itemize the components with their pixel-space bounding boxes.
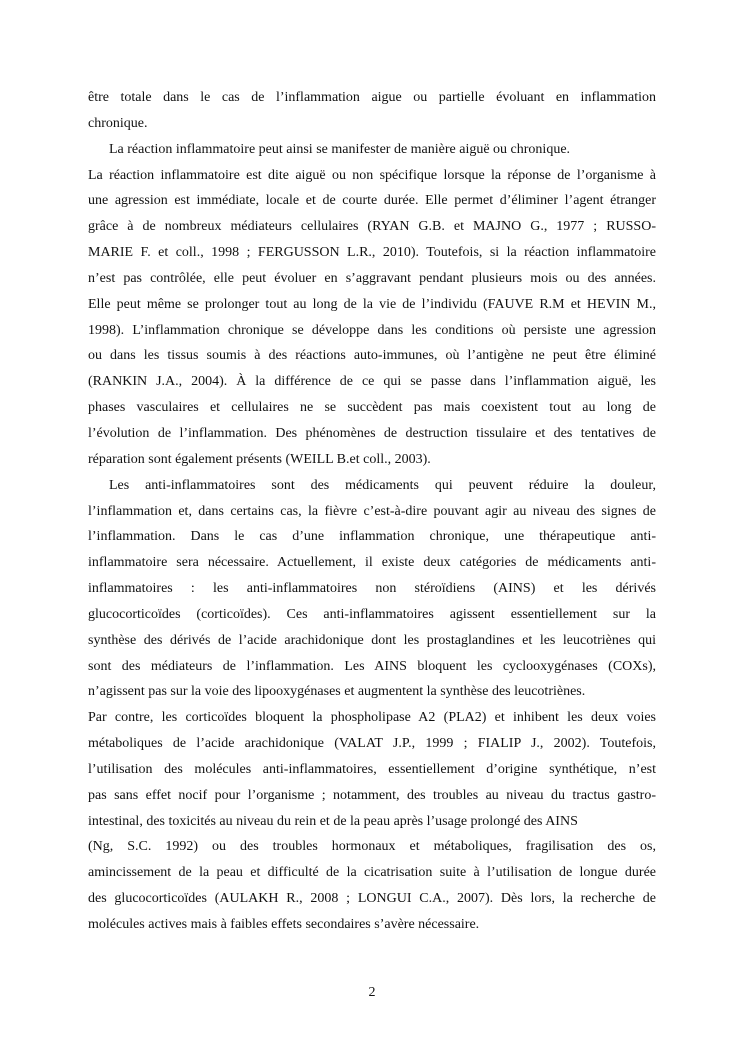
text-line: (Ng, S.C. 1992) ou des troubles hormonaux et métaboliques, fragilisation des os, bbox=[88, 839, 656, 855]
text-line: Elle peut même se prolonger tout au long de la vie de l’individu (FAUVE R.M et HEVIN M., bbox=[88, 296, 656, 312]
text-line: (RANKIN J.A., 2004). À la différence de ce qui se passe dans l’inflammation aiguë, les bbox=[88, 374, 656, 390]
text-line: des glucocorticoïdes (AULAKH R., 2008 ; LONGUI C.A., 2007). Dès lors, la recherche de bbox=[88, 891, 656, 907]
document-body bbox=[88, 85, 656, 938]
text-line: une agression est immédiate, locale et de courte durée. Elle permet d’éliminer l’agent étranger bbox=[88, 193, 656, 209]
text-line: n’est pas contrôlée, elle peut évoluer en s’aggravant pendant plusieurs mois ou des années. bbox=[88, 270, 656, 286]
text-line: phases vasculaires et cellulaires ne se succèdent pas mais coexistent tout au long de bbox=[88, 400, 656, 416]
text-line: inflammatoire sera nécessaire. Actuellement, il existe deux catégories de médicaments anti- bbox=[88, 555, 656, 571]
text-line: l’inflammation et, dans certains cas, la fièvre c’est-à-dire pouvant agir au niveau des signes de bbox=[88, 503, 656, 519]
text-line: l’inflammation. Dans le cas d’une inflammation chronique, une thérapeutique anti- bbox=[88, 529, 656, 545]
text-line: grâce à de nombreux médiateurs cellulaires (RYAN G.B. et MAJNO G., 1977 ; RUSSO- bbox=[88, 219, 656, 235]
text-line: réparation sont également présents (WEILL B.et coll., 2003). bbox=[88, 451, 431, 467]
text-line: être totale dans le cas de l’inflammation aigue ou partielle évoluant en inflammation bbox=[88, 90, 656, 105]
text-line: La réaction inflammatoire est dite aiguë ou non spécifique lorsque la réponse de l’organisme à bbox=[88, 167, 656, 183]
text-line: intestinal, des toxicités au niveau du rein et de la peau après l’usage prolongé des AINS bbox=[88, 813, 578, 829]
text-line: sont des médiateurs de l’inflammation. Les AINS bloquent les cyclooxygénases (COXs), bbox=[88, 658, 656, 674]
text-line: Les anti-inflammatoires sont des médicaments qui peuvent réduire la douleur, bbox=[109, 477, 656, 493]
text-line: chronique. bbox=[88, 115, 148, 131]
text-line: Par contre, les corticoïdes bloquent la phospholipase A2 (PLA2) et inhibent les deux voies bbox=[88, 710, 656, 726]
text-line: synthèse des dérivés de l’acide arachidonique dont les prostaglandines et les leucotriènes qui bbox=[88, 632, 656, 648]
text-line: glucocorticoïdes (corticoïdes). Ces anti-inflammatoires agissent essentiellement sur la bbox=[88, 606, 656, 622]
text-line: molécules actives mais à faibles effets secondaires s’avère nécessaire. bbox=[88, 917, 480, 932]
text-line: métaboliques de l’acide arachidonique (VALAT J.P., 1999 ; FIALIP J., 2002). Toutefois, bbox=[88, 736, 656, 752]
text-line: pas sans effet nocif pour l’organisme ; notamment, des troubles au niveau du tractus gastro- bbox=[88, 787, 656, 803]
text-line: amincissement de la peau et difficulté de la cicatrisation suite à l’utilisation de longue durée bbox=[88, 865, 656, 881]
text-line: MARIE F. et coll., 1998 ; FERGUSSON L.R., 2010). Toutefois, si la réaction inflammatoire bbox=[88, 245, 656, 261]
text-line: n’agissent pas sur la voie des lipooxygénases et augmentent la synthèse des leucotriènes. bbox=[88, 684, 586, 700]
text-line: l’utilisation des molécules anti-inflammatoires, essentiellement d’origine synthétique, n’est bbox=[88, 761, 656, 777]
text-line: inflammatoires : les anti-inflammatoires non stéroïdiens (AINS) et les dérivés bbox=[88, 581, 656, 597]
text-line: La réaction inflammatoire peut ainsi se manifester de manière aiguë ou chronique. bbox=[109, 141, 571, 157]
text-line: 1998). L’inflammation chronique se développe dans les conditions où persiste une agression bbox=[88, 322, 656, 338]
text-line: l’évolution de l’inflammation. Des phénomènes de destruction tissulaire et des tentatives de bbox=[88, 425, 656, 441]
page-number: 2 bbox=[368, 985, 376, 1000]
text-line: ou dans les tissus soumis à des réactions auto-immunes, où l’antigène ne peut être éliminé bbox=[88, 348, 656, 364]
